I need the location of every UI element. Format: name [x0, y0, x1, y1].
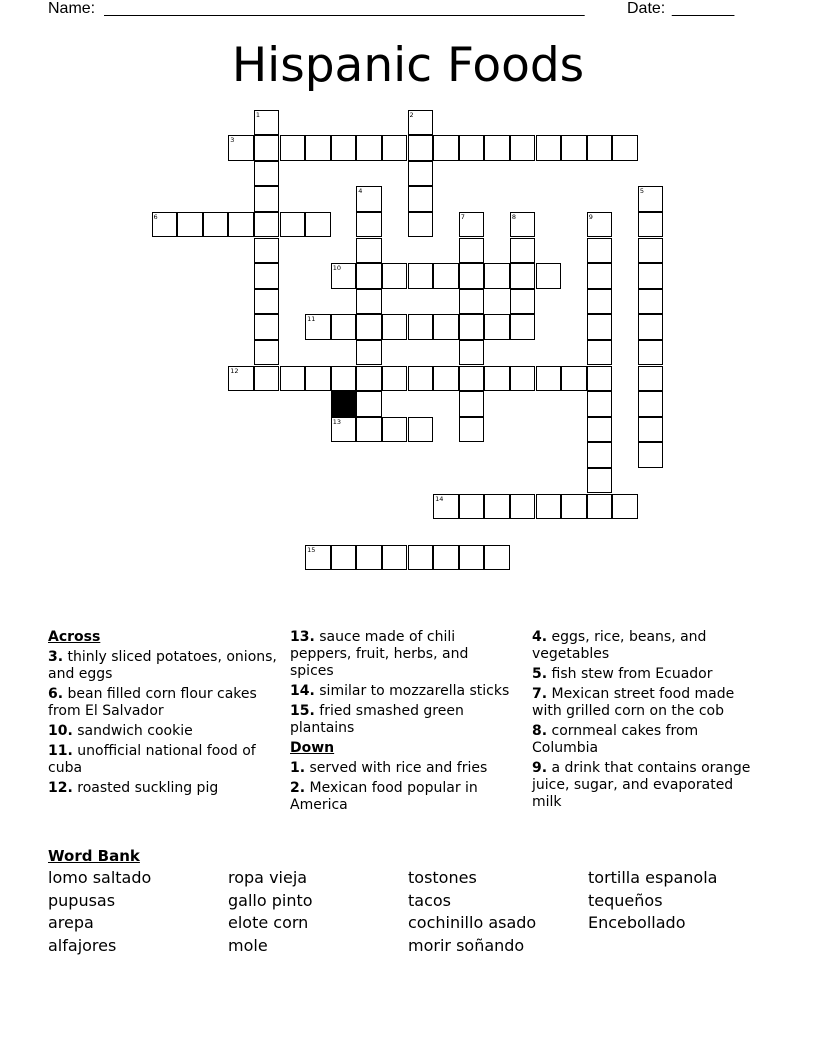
- clue-across-3: 3. thinly sliced potatoes, onions, and eggs: [48, 649, 277, 682]
- grid-cell[interactable]: [587, 417, 613, 443]
- grid-cell[interactable]: [382, 545, 408, 571]
- word-bank-item: tequeños: [588, 890, 663, 910]
- grid-cell[interactable]: [638, 212, 664, 238]
- grid-cell[interactable]: [356, 186, 382, 212]
- word-bank-item: tacos: [408, 890, 451, 910]
- clue-down-1: 1. served with rice and fries: [290, 760, 488, 776]
- across-heading: Across: [48, 629, 101, 645]
- grid-cell[interactable]: [331, 545, 357, 571]
- grid-cell[interactable]: [254, 110, 280, 136]
- word-bank-item: tostones: [408, 868, 477, 887]
- grid-cell[interactable]: [587, 468, 613, 494]
- grid-cell[interactable]: [536, 366, 562, 392]
- grid-cell[interactable]: [638, 289, 664, 315]
- grid-cell[interactable]: [254, 366, 280, 392]
- grid-cell[interactable]: [408, 186, 434, 212]
- grid-cell[interactable]: [254, 186, 280, 212]
- grid-cell[interactable]: [408, 135, 434, 161]
- grid-cell[interactable]: [433, 366, 459, 392]
- clue-number: 7: [460, 212, 465, 221]
- grid-cell[interactable]: [510, 289, 536, 315]
- grid-cell[interactable]: [459, 391, 485, 417]
- grid-cell[interactable]: [356, 238, 382, 264]
- grid-cell[interactable]: [228, 212, 254, 238]
- grid-cell[interactable]: [356, 366, 382, 392]
- clue-number: 11: [307, 315, 316, 324]
- clue-number: 5: [639, 187, 645, 196]
- grid-cell[interactable]: [484, 314, 510, 340]
- word-bank-item: cochinillo asado: [408, 913, 537, 932]
- grid-cell[interactable]: [305, 135, 331, 161]
- grid-cell[interactable]: [612, 135, 638, 161]
- word-bank-column-1: [48, 867, 151, 957]
- grid-cell[interactable]: [459, 545, 485, 571]
- grid-cell[interactable]: [459, 314, 485, 340]
- grid-cell[interactable]: [638, 238, 664, 264]
- grid-cell[interactable]: [382, 135, 408, 161]
- grid-cell[interactable]: [587, 238, 613, 264]
- clue-number: 6: [153, 212, 158, 221]
- grid-cell[interactable]: [638, 391, 664, 417]
- grid-cell[interactable]: [536, 135, 562, 161]
- clue-down-2: 2. Mexican food popular in America: [290, 780, 478, 813]
- clue-across-14: 14. similar to mozzarella sticks: [290, 683, 510, 699]
- clue-number: 12: [230, 366, 239, 375]
- word-bank-item: alfajores: [48, 935, 117, 955]
- grid-cell[interactable]: [356, 263, 382, 289]
- clue-number: 4: [358, 187, 363, 196]
- grid-cell[interactable]: [305, 366, 331, 392]
- grid-cell[interactable]: [152, 212, 178, 238]
- word-bank-item: mole: [228, 935, 268, 955]
- grid-cell[interactable]: [510, 314, 536, 340]
- grid-cell[interactable]: [408, 545, 434, 571]
- grid-cell[interactable]: [638, 340, 664, 366]
- clue-number: 8: [511, 212, 517, 221]
- grid-cell[interactable]: [484, 135, 510, 161]
- grid-cell[interactable]: [408, 263, 434, 289]
- grid-cell[interactable]: [254, 238, 280, 264]
- grid-cell[interactable]: [356, 391, 382, 417]
- grid-cell[interactable]: [356, 417, 382, 443]
- grid-cell[interactable]: [459, 238, 485, 264]
- word-bank-item: gallo pinto: [228, 890, 313, 910]
- grid-cell[interactable]: [587, 366, 613, 392]
- page-title: Hispanic Foods: [231, 38, 585, 93]
- grid-cell[interactable]: [510, 212, 536, 238]
- name-label: Name:: [48, 0, 96, 17]
- grid-cell[interactable]: [408, 314, 434, 340]
- word-bank-item: lomo saltado: [48, 868, 152, 887]
- clue-number: 14: [435, 494, 444, 503]
- grid-cell[interactable]: [587, 442, 613, 468]
- grid-cell[interactable]: [433, 494, 459, 520]
- down-heading: Down: [290, 740, 335, 756]
- clue-down-8: 8. cornmeal cakes from Columbia: [532, 723, 699, 756]
- grid-cell[interactable]: [484, 366, 510, 392]
- grid-cell[interactable]: [356, 545, 382, 571]
- grid-cell[interactable]: [459, 263, 485, 289]
- grid-cell[interactable]: [459, 135, 485, 161]
- grid-cell[interactable]: [331, 135, 357, 161]
- grid-cell[interactable]: [408, 161, 434, 187]
- clues-column-3: [532, 629, 767, 814]
- date-line[interactable]: _______: [672, 0, 735, 17]
- grid-cell[interactable]: [484, 494, 510, 520]
- grid-cell[interactable]: [254, 314, 280, 340]
- word-bank-item: tortilla espanola: [588, 868, 718, 887]
- grid-cell[interactable]: [356, 340, 382, 366]
- grid-cell[interactable]: [561, 135, 587, 161]
- clue-down-5: 5. fish stew from Ecuador: [532, 666, 713, 682]
- grid-cell[interactable]: [459, 417, 485, 443]
- word-bank-item: morir soñando: [408, 935, 525, 955]
- grid-cell[interactable]: [177, 212, 203, 238]
- grid-cell[interactable]: [433, 545, 459, 571]
- grid-cell[interactable]: [382, 417, 408, 443]
- clue-number: 15: [307, 545, 316, 554]
- grid-cell[interactable]: [203, 212, 229, 238]
- grid-cell[interactable]: [510, 263, 536, 289]
- grid-cell[interactable]: [433, 314, 459, 340]
- grid-cell[interactable]: [510, 366, 536, 392]
- clue-across-12: 12. roasted suckling pig: [48, 780, 219, 796]
- grid-cell[interactable]: [408, 417, 434, 443]
- word-bank-title: Word Bank: [48, 847, 140, 865]
- grid-cell[interactable]: [612, 494, 638, 520]
- grid-cell[interactable]: [382, 366, 408, 392]
- grid-cell[interactable]: [638, 442, 664, 468]
- grid-cell[interactable]: [356, 314, 382, 340]
- grid-cell[interactable]: [254, 263, 280, 289]
- clue-across-6: 6. bean filled corn flour cakes from El Salvador: [48, 686, 257, 719]
- grid-cell[interactable]: [382, 314, 408, 340]
- grid-cell[interactable]: [254, 161, 280, 187]
- grid-cell[interactable]: [254, 340, 280, 366]
- grid-cell[interactable]: [510, 135, 536, 161]
- clues-column-2: [290, 629, 515, 817]
- word-bank-item: ropa vieja: [228, 868, 308, 887]
- clue-across-11: 11. unofficial national food of cuba: [48, 743, 256, 776]
- grid-cell[interactable]: [408, 212, 434, 238]
- grid-cell[interactable]: [408, 366, 434, 392]
- grid-cell[interactable]: [587, 135, 613, 161]
- clues-column-1: [48, 629, 280, 800]
- grid-cell[interactable]: [356, 135, 382, 161]
- grid-cell[interactable]: [459, 366, 485, 392]
- grid-cell[interactable]: [587, 391, 613, 417]
- grid-cell[interactable]: [356, 289, 382, 315]
- clue-number: 2: [409, 110, 414, 119]
- grid-cell[interactable]: [331, 314, 357, 340]
- grid-cell[interactable]: [280, 212, 306, 238]
- grid-cell[interactable]: [536, 494, 562, 520]
- black-cell: [331, 391, 357, 417]
- grid-cell[interactable]: [305, 212, 331, 238]
- grid-cell[interactable]: [638, 186, 664, 212]
- name-line[interactable]: ______________________________________________________: [104, 0, 585, 17]
- grid-cell[interactable]: [510, 238, 536, 264]
- grid-cell[interactable]: [638, 366, 664, 392]
- clue-across-15: 15. fried smashed green plantains: [290, 703, 464, 736]
- grid-cell[interactable]: [228, 366, 254, 392]
- grid-cell[interactable]: [254, 289, 280, 315]
- grid-cell[interactable]: [510, 494, 536, 520]
- word-bank-column-3: [408, 867, 536, 957]
- grid-cell[interactable]: [228, 135, 254, 161]
- date-label: Date:: [627, 0, 666, 17]
- clue-down-9: 9. a drink that contains orange juice, sugar, and evaporated milk: [532, 760, 751, 810]
- grid-cell[interactable]: [587, 263, 613, 289]
- grid-cell[interactable]: [356, 212, 382, 238]
- grid-cell[interactable]: [587, 494, 613, 520]
- grid-cell[interactable]: [433, 263, 459, 289]
- grid-cell[interactable]: [587, 340, 613, 366]
- clue-number: 10: [332, 264, 341, 273]
- grid-cell[interactable]: [484, 545, 510, 571]
- grid-cell[interactable]: [254, 212, 280, 238]
- clue-number: 1: [255, 110, 261, 119]
- grid-cell[interactable]: [305, 545, 331, 571]
- word-bank-item: elote corn: [228, 913, 309, 932]
- word-bank-column-4: [588, 867, 717, 935]
- grid-cell[interactable]: [561, 494, 587, 520]
- grid-cell[interactable]: [280, 366, 306, 392]
- grid-cell[interactable]: [305, 314, 331, 340]
- grid-cell[interactable]: [638, 263, 664, 289]
- grid-cell[interactable]: [408, 110, 434, 136]
- clue-across-13: 13. sauce made of chili peppers, fruit, herbs, and spices: [290, 629, 469, 679]
- word-bank-item: Encebollado: [588, 913, 686, 932]
- grid-cell[interactable]: [459, 340, 485, 366]
- clue-number: 13: [332, 417, 341, 426]
- word-bank-column-2: [228, 867, 313, 957]
- clue-down-7: 7. Mexican street food made with grilled corn on the cob: [532, 686, 735, 719]
- clue-number: 3: [230, 136, 235, 145]
- grid-cell[interactable]: [331, 417, 357, 443]
- clue-across-10: 10. sandwich cookie: [48, 723, 193, 739]
- grid-cell[interactable]: [587, 314, 613, 340]
- grid-cell[interactable]: [459, 289, 485, 315]
- grid-cell[interactable]: [561, 366, 587, 392]
- grid-cell[interactable]: [536, 263, 562, 289]
- grid-cell[interactable]: [382, 263, 408, 289]
- grid-cell[interactable]: [331, 366, 357, 392]
- grid-cell[interactable]: [638, 314, 664, 340]
- grid-cell[interactable]: [254, 135, 280, 161]
- grid-cell[interactable]: [280, 135, 306, 161]
- grid-cell[interactable]: [587, 289, 613, 315]
- grid-cell[interactable]: [638, 417, 664, 443]
- word-bank-item: pupusas: [48, 890, 116, 910]
- clue-number: 9: [588, 212, 593, 221]
- grid-cell[interactable]: [459, 494, 485, 520]
- word-bank-item: arepa: [48, 913, 94, 932]
- grid-cell[interactable]: [331, 263, 357, 289]
- clue-down-4: 4. eggs, rice, beans, and vegetables: [532, 629, 707, 662]
- grid-cell[interactable]: [587, 212, 613, 238]
- grid-cell[interactable]: [433, 135, 459, 161]
- grid-cell[interactable]: [484, 263, 510, 289]
- grid-cell[interactable]: [459, 212, 485, 238]
